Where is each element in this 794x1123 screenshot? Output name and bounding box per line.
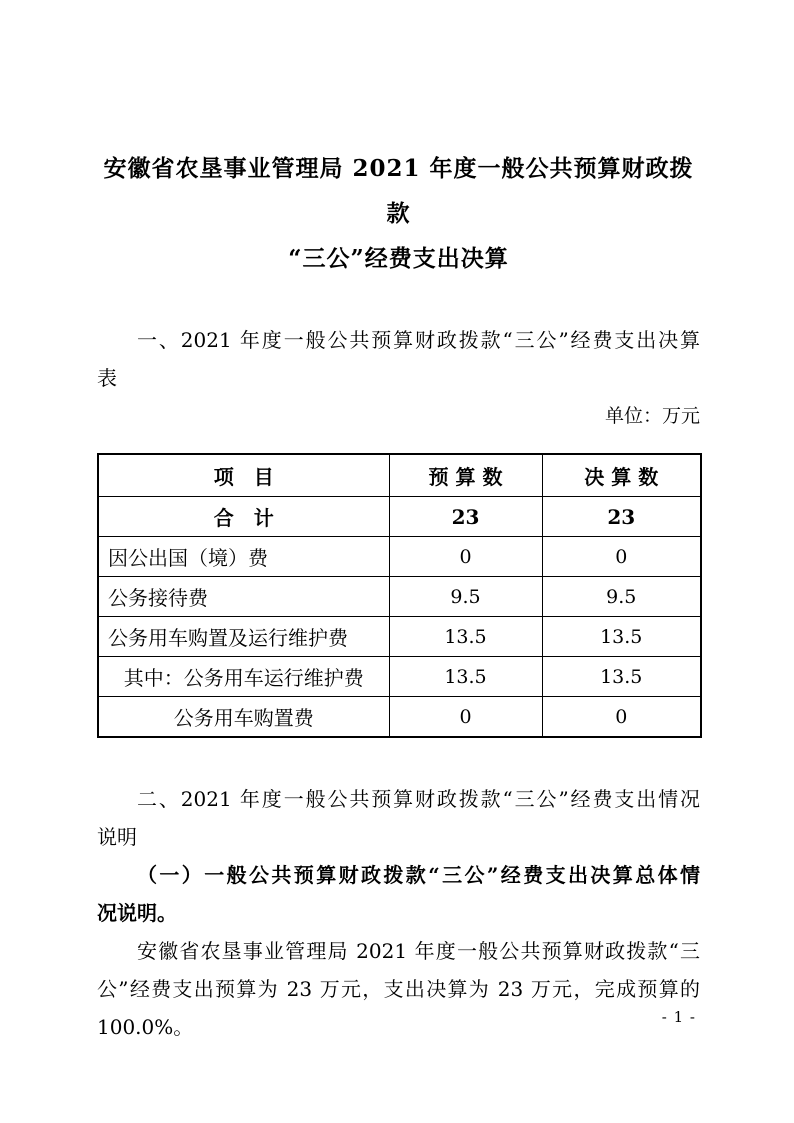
- table-row-abroad: [98, 537, 701, 577]
- cell-final: 13.5: [542, 617, 701, 657]
- overview-paragraph-line-3: 100.0%。: [97, 1015, 194, 1039]
- overview-paragraph-line-1: 安徽省农垦事业管理局 2021 年度一般公共预算财政拨款“三: [137, 939, 700, 963]
- page-number: - 1 -: [661, 1008, 696, 1026]
- cell-item: 公务用车购置及运行维护费: [98, 617, 389, 657]
- cell-item: 其中：公务用车运行维护费: [98, 657, 389, 697]
- section-two-line-2: 说明: [97, 825, 137, 849]
- section-one-heading: [97, 321, 700, 397]
- cell-item: 因公出国（境）费: [98, 537, 389, 577]
- cell-final: 13.5: [542, 657, 701, 697]
- overview-paragraph: [97, 932, 700, 1046]
- table-row-reception: [98, 577, 701, 617]
- cell-item: 合 计: [98, 497, 389, 537]
- section-two-line-1: 二、2021 年度一般公共预算财政拨款“三公”经费支出情况: [137, 787, 700, 811]
- cell-final: 0: [542, 537, 701, 577]
- cell-budget: 13.5: [389, 617, 542, 657]
- table-header-row: [98, 454, 701, 497]
- cell-final: 9.5: [542, 577, 701, 617]
- cell-budget: 0: [389, 697, 542, 738]
- document-title-line-2: “三公”经费支出决算: [288, 245, 509, 272]
- unit-label: 单位：万元: [604, 405, 700, 427]
- section-one-line-2: 表: [97, 366, 117, 390]
- cell-item: 公务用车购置费: [98, 697, 389, 738]
- subsection-one-heading: [97, 856, 700, 932]
- sangong-expenditure-table: [97, 453, 702, 738]
- cell-budget: 13.5: [389, 657, 542, 697]
- table-row-total: [98, 497, 701, 537]
- section-two-heading: [97, 780, 700, 856]
- overview-paragraph-line-2: 公”经费支出预算为 23 万元，支出决算为 23 万元，完成预算的: [97, 977, 700, 1001]
- document-title-line-1: 安徽省农垦事业管理局 2021 年度一般公共预算财政拨款: [103, 155, 694, 227]
- cell-budget: 9.5: [389, 577, 542, 617]
- cell-final: 0: [542, 697, 701, 738]
- cell-budget: 0: [389, 537, 542, 577]
- section-one-line-1: 一、2021 年度一般公共预算财政拨款“三公”经费支出决算: [137, 328, 700, 352]
- subsection-one-line-1: （一）一般公共预算财政拨款“三公”经费支出决算总体情: [137, 863, 700, 887]
- table-row-vehicle-purchase: [98, 697, 701, 738]
- cell-budget: 23: [389, 497, 542, 537]
- subsection-one-line-2: 况说明。: [97, 901, 177, 925]
- table-header-item: 项 目: [98, 454, 389, 497]
- cell-final: 23: [542, 497, 701, 537]
- document-title: [97, 146, 700, 281]
- table-row-vehicle-maintenance: [98, 657, 701, 697]
- table-header-final: 决 算 数: [542, 454, 701, 497]
- table-row-vehicle-total: [98, 617, 701, 657]
- cell-item: 公务接待费: [98, 577, 389, 617]
- table-header-budget: 预 算 数: [389, 454, 542, 497]
